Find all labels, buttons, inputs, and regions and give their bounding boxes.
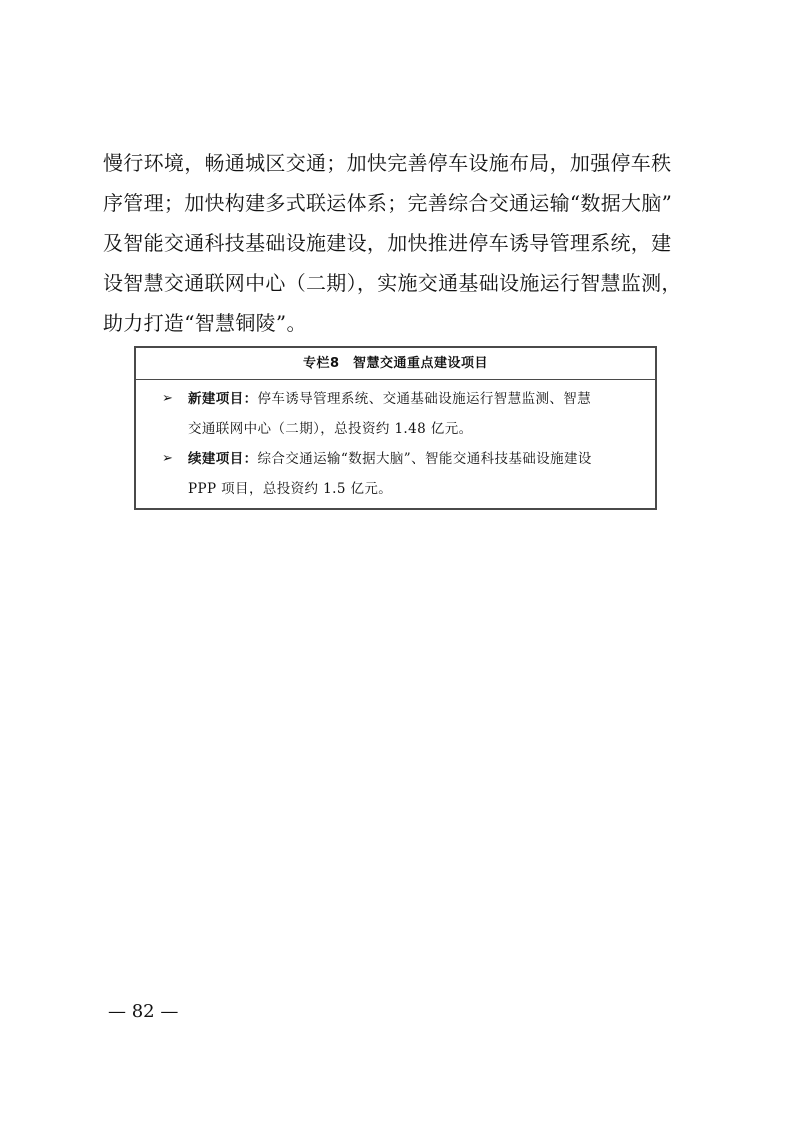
- project-item-text: 综合交通运输“数据大脑”、智能交通科技基础设施建设: [257, 451, 592, 467]
- project-item-line: 交通联网中心（二期），总投资约 1.48 亿元。: [188, 421, 473, 437]
- project-item-label: 续建项目：: [188, 451, 258, 467]
- feature-box-body: [136, 380, 655, 504]
- arrow-bullet-icon: ➢: [162, 451, 174, 466]
- project-item-label: 新建项目：: [188, 391, 258, 407]
- project-item-new: [136, 384, 655, 444]
- paragraph-line: 序管理；加快构建多式联运体系；完善综合交通运输“数据大脑”: [103, 191, 673, 215]
- project-item-text: 停车诱导管理系统、交通基础设施运行智慧监测、智慧: [257, 391, 592, 407]
- page-number: — 82 —: [108, 1001, 179, 1022]
- arrow-bullet-icon: ➢: [162, 391, 174, 406]
- project-item-continued: [136, 444, 655, 504]
- project-item-line: [188, 444, 643, 474]
- project-item-line: [188, 384, 643, 414]
- body-paragraph: [103, 143, 695, 343]
- feature-box-title: 专栏8 智慧交通重点建设项目: [136, 348, 655, 380]
- paragraph-line: 助力打造“智慧铜陵”。: [103, 311, 307, 335]
- paragraph-line: 及智能交通科技基础设施建设，加快推进停车诱导管理系统，建: [103, 231, 672, 255]
- feature-box: [134, 346, 657, 510]
- paragraph-line: 设智慧交通联网中心（二期），实施交通基础设施运行智慧监测，: [103, 271, 682, 295]
- paragraph-line: 慢行环境，畅通城区交通；加快完善停车设施布局，加强停车秩: [103, 151, 672, 175]
- project-item-line: PPP 项目，总投资约 1.5 亿元。: [188, 481, 393, 497]
